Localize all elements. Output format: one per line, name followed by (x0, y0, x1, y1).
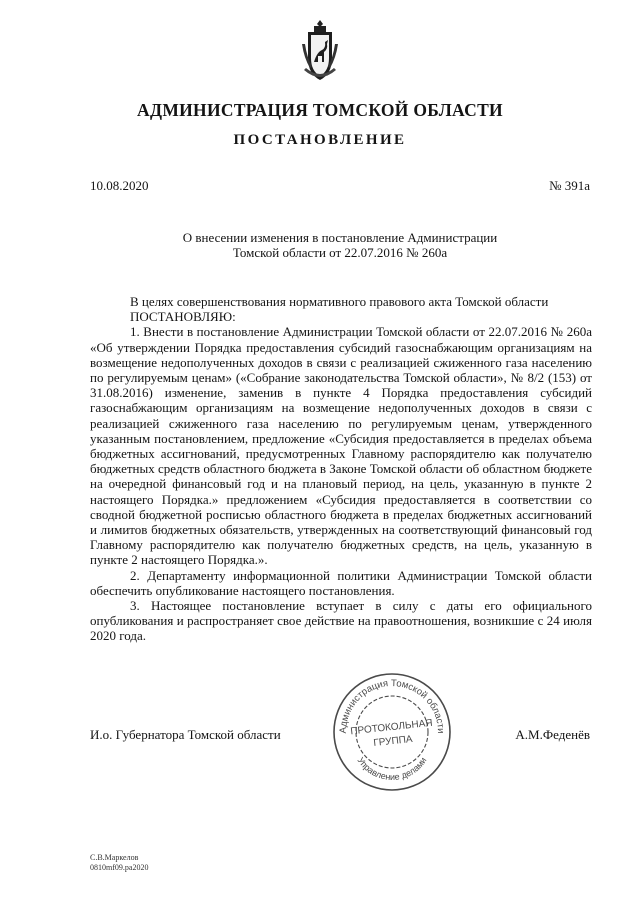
item-2-paragraph: 2. Департаменту информационной политики Администрации Томской области обеспечить опубликование настоящего постановления. (90, 567, 592, 598)
preamble-paragraph: В целях совершенствования нормативного правового акта Томской области (130, 294, 549, 309)
executor-info (90, 853, 148, 873)
stamp-bottom-text: Управление делами (355, 755, 429, 783)
official-stamp (330, 670, 454, 794)
executor-code: 0810mf09.ра2020 (90, 863, 149, 872)
item-3-paragraph: 3. Настоящее постановление вступает в силу с даты его официального опубликования и распространяет свое действие на правоотношения, возникшие с 24 июля 2020 года. (90, 598, 592, 644)
signatory-name: А.М.Феденёв (515, 727, 590, 742)
subject-line-2: Томской области от 22.07.2016 № 260а (232, 245, 448, 260)
decree-word: ПОСТАНОВЛЯЮ: (130, 309, 236, 325)
item-1-paragraph: 1. Внести в постановление Администрации Томской области от 22.07.2016 № 260а «Об утверждении Порядка предоставления субсидий газоснабжающим организациям на возмещение недополученных доходов в связи с реализацией сжиженного газа населению по регулируемым ценам» («Собрание законодательства Томской области», № 8/2 (153) от 31.08.2016) изменение, заменив в пункте 4 Порядка предоставления субсидий газоснабжающим организациям на возмещение недополученных доходов в связи с реализацией сжиженного газа населению по регулируемым ценам, утвержденного указанным постановлением, предложение «Субсидия предоставляется в пределах объема бюджетных ассигнований, предусмотренных Главному распорядителю как получателю бюджетных средств областного бюджета в Законе Томской области об областном бюджете на очередной финансовый год и на плановый период, на цель, указанную в пункте 2 настоящего Порядка.» предложением «Субсидия предоставляется в соответствии со сводной бюджетной росписью областного бюджета в пределах бюджетных ассигнований и лимитов бюджетных обязательств, утвержденных на соответствующий финансовый год Главному распорядителю как получателю бюджетных средств, на цель, указанную в пункте 2 настоящего Порядка.». (90, 324, 592, 568)
stamp-center-line-2: ГРУППА (372, 733, 414, 749)
document-subject (90, 230, 590, 260)
coat-of-arms-icon (300, 18, 340, 84)
subject-line-1: О внесении изменения в постановление Администрации (182, 230, 498, 245)
stamp-center-line-1: ПРОТОКОЛЬНАЯ (349, 717, 434, 738)
document-body (90, 294, 592, 644)
executor-name: С.В.Маркелов (90, 853, 139, 862)
document-number: № 391а (549, 178, 590, 193)
document-type-title: ПОСТАНОВЛЕНИЕ (233, 132, 407, 148)
document-date: 10.08.2020 (90, 178, 149, 193)
signatory-title: И.о. Губернатора Томской области (90, 727, 281, 742)
stamp-outer-text: Администрация Томской области (337, 677, 447, 734)
organization-title: АДМИНИСТРАЦИЯ ТОМСКОЙ ОБЛАСТИ (137, 100, 503, 120)
